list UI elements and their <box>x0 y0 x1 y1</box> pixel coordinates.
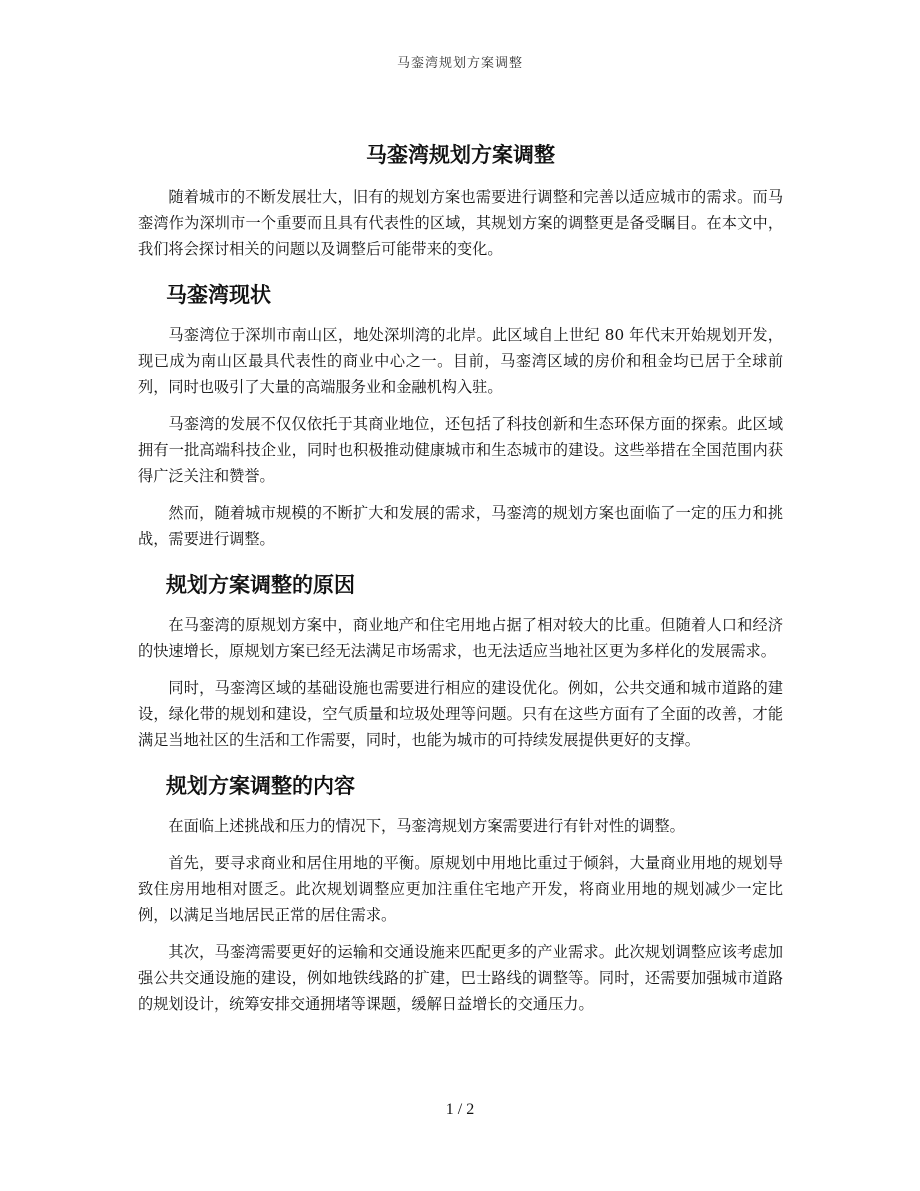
paragraph: 马銮湾的发展不仅仅依托于其商业地位，还包括了科技创新和生态环保方面的探索。此区域拥有一批高端科技企业，同时也积极推动健康城市和生态城市的建设。这些举措在全国范围内获得广泛关注和赞誉。 <box>138 415 783 485</box>
intro-paragraph: 随着城市的不断发展壮大，旧有的规划方案也需要进行调整和完善以适应城市的需求。而马銮湾作为深圳市一个重要而且具有代表性的区域，其规划方案的调整更是备受瞩目。在本文中，我们将会探讨相关的问题以及调整后可能带来的变化。 <box>138 188 783 258</box>
document-title: 马銮湾规划方案调整 <box>366 142 555 167</box>
running-header: 马銮湾规划方案调整 <box>396 56 523 71</box>
paragraph: 在马銮湾的原规划方案中，商业地产和住宅用地占据了相对较大的比重。但随着人口和经济的快速增长，原规划方案已经无法满足市场需求，也无法适应当地社区更为多样化的发展需求。 <box>138 616 783 660</box>
section-current-status <box>138 280 783 552</box>
document-body <box>138 140 783 1028</box>
paragraph: 然而，随着城市规模的不断扩大和发展的需求，马銮湾的规划方案也面临了一定的压力和挑战，需要进行调整。 <box>138 504 783 548</box>
page-number: 1 / 2 <box>445 1101 475 1118</box>
section-heading: 规划方案调整的内容 <box>166 773 355 798</box>
section-heading: 规划方案调整的原因 <box>166 572 355 597</box>
paragraph: 首先，要寻求商业和居住用地的平衡。原规划中用地比重过于倾斜，大量商业用地的规划导致住房用地相对匮乏。此次规划调整应更加注重住宅地产开发，将商业用地的规划减少一定比例，以满足当地居民正常的居住需求。 <box>138 854 783 924</box>
section-adjustment-content <box>138 771 783 1017</box>
section-heading: 马銮湾现状 <box>166 282 271 307</box>
section-adjustment-reasons <box>138 570 783 753</box>
paragraph: 其次，马銮湾需要更好的运输和交通设施来匹配更多的产业需求。此次规划调整应该考虑加强公共交通设施的建设，例如地铁线路的扩建，巴士路线的调整等。同时，还需要加强城市道路的规划设计，统筹安排交通拥堵等课题，缓解日益增长的交通压力。 <box>138 943 783 1013</box>
paragraph: 同时，马銮湾区域的基础设施也需要进行相应的建设优化。例如，公共交通和城市道路的建设，绿化带的规划和建设，空气质量和垃圾处理等问题。只有在这些方面有了全面的改善，才能满足当地社区的生活和工作需要，同时，也能为城市的可持续发展提供更好的支撑。 <box>138 679 783 749</box>
paragraph: 在面临上述挑战和压力的情况下，马銮湾规划方案需要进行有针对性的调整。 <box>168 817 685 835</box>
paragraph: 马銮湾位于深圳市南山区，地处深圳湾的北岸。此区域自上世纪 80 年代末开始规划开发，现已成为南山区最具代表性的商业中心之一。目前，马銮湾区域的房价和租金均已居于全球前列，同时也吸引了大量的高端服务业和金融机构入驻。 <box>138 326 783 396</box>
